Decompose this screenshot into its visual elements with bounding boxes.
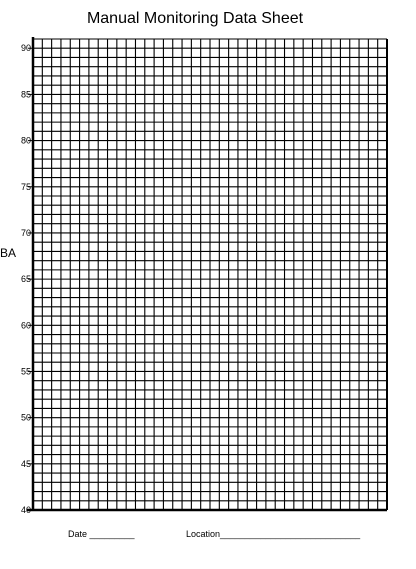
sheet-title: Manual Monitoring Data Sheet [86, 10, 304, 27]
y-tick-label: 45 [20, 458, 31, 469]
location-field-label: Location____________________________ [186, 529, 361, 539]
y-tick-labels [21, 43, 31, 515]
y-tick-label: 80 [20, 135, 31, 146]
y-tick-label: 55 [20, 366, 31, 377]
y-tick-label: 70 [20, 227, 31, 238]
y-tick-label: 40 [20, 505, 31, 515]
date-field-label: Date _________ [68, 529, 135, 539]
y-tick-label: 50 [20, 412, 31, 423]
grid-lines [27, 37, 387, 510]
y-tick-label: 85 [20, 89, 31, 100]
y-axis-label: BA [0, 246, 17, 260]
y-tick-label: 75 [20, 181, 31, 192]
y-tick-label: 60 [20, 320, 31, 331]
y-tick-label: 90 [20, 43, 31, 54]
y-tick-label: 65 [20, 274, 31, 285]
